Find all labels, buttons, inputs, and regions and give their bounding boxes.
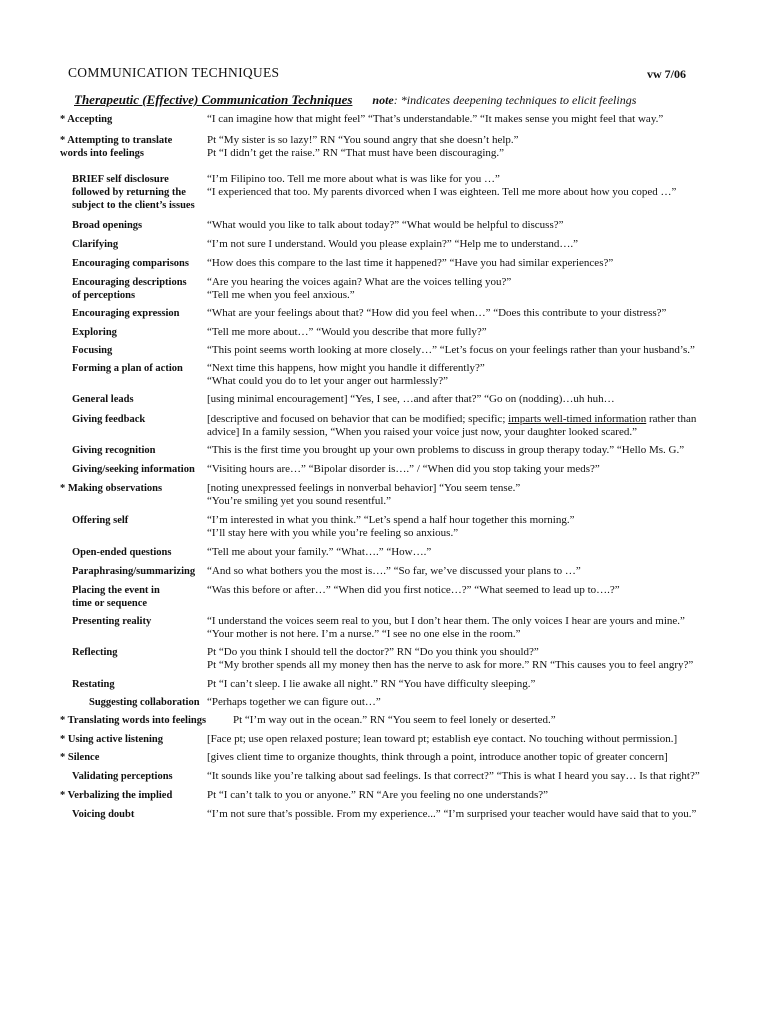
technique-example: “What would you like to talk about today?” “What would be helpful to discuss?” [207,219,564,231]
technique-term: BRIEF self disclosure followed by returning the subject to the client’s issues [72,174,195,211]
version-code: vw 7/06 [647,67,686,81]
technique-term: Encouraging expression [72,308,180,319]
technique-example: “How does this compare to the last time it happened?” “Have you had similar experiences?” [207,257,614,269]
note [372,93,636,107]
technique-term: Encouraging comparisons [72,258,189,269]
technique-term: * Using active listening [60,734,163,745]
technique-term: Broad openings [72,220,143,231]
technique-example: [noting unexpressed feelings in nonverbal behavior] “You seem tense.” “You’re smiling yet you sound resentful.” [207,482,521,507]
technique-example: “Are you hearing the voices again? What are the voices telling you?” “Tell me when you feel anxious.” [207,276,512,301]
technique-example: “This is the first time you brought up your own problems to discuss in group therapy today.” “Hello Ms. G.” [207,444,685,456]
technique-example: “Tell me about your family.” “What….” “How….” [207,546,432,558]
technique-term: Giving recognition [72,445,156,456]
technique-term: Encouraging descriptions of perceptions [72,277,187,301]
technique-example: “Perhaps together we can figure out…” [207,696,381,708]
technique-term: Paraphrasing/summarizing [72,566,196,577]
technique-term: Giving/seeking information [72,464,195,475]
technique-term: Voicing doubt [72,809,135,820]
example-underlined-text: imparts well-timed information [508,413,647,425]
technique-example: Pt “I can’t sleep. I lie awake all night.” RN “You have difficulty sleeping.” [207,678,536,690]
technique-example: “Tell me more about…” “Would you describe that more fully?” [207,326,487,338]
technique-term: General leads [72,394,134,405]
technique-term: Open-ended questions [72,547,172,558]
note-label: note [372,93,394,107]
technique-example [207,413,727,439]
example-text: [descriptive and focused on behavior that can be modified; specific; [207,413,509,425]
technique-term: Offering self [72,515,129,526]
technique-example: [using minimal encouragement] “Yes, I see, …and after that?” “Go on (nodding)…uh huh… [207,393,615,405]
technique-example: “Visiting hours are…” “Bipolar disorder is….” / “When did you stop taking your meds?” [207,463,600,475]
technique-example: “I’m interested in what you think.” “Let’s spend a half hour together this morning.” “I’ll stay here with you while you’re feeling so anxious.” [207,514,575,539]
section-heading [74,91,636,109]
technique-term: Suggesting collaboration [89,697,200,708]
technique-term: Reflecting [72,647,118,658]
technique-term: Placing the event in time or sequence [72,585,160,609]
technique-term: * Accepting [60,114,113,125]
technique-term: * Silence [60,752,100,763]
technique-example: “I’m not sure I understand. Would you please explain?” “Help me to understand….” [207,238,578,250]
technique-term: Validating perceptions [72,771,173,782]
technique-term: Focusing [72,345,113,356]
technique-term: Restating [72,679,115,690]
technique-example: “This point seems worth looking at more closely…” “Let’s focus on your feelings rather than your husband’s.” [207,344,695,356]
technique-example: “What are your feelings about that? “How did you feel when…” “Does this contribute to your distress?” [207,307,667,319]
technique-example: Pt “My sister is so lazy!” RN “You sound angry that she doesn’t help.” Pt “I didn’t get the raise.” RN “That must have been discouraging.” [207,134,519,159]
technique-term: Giving feedback [72,414,146,425]
technique-term: * Attempting to translate words into feelings [60,135,173,159]
technique-example: “I’m not sure that’s possible. From my experience...” “I’m surprised your teacher would have said that to you.” [207,808,697,820]
technique-example: “It sounds like you’re talking about sad feelings. Is that correct?” “This is what I heard you say… Is that right?” [207,770,700,782]
page-title: COMMUNICATION TECHNIQUES [68,65,280,80]
technique-example: Pt “I can’t talk to you or anyone.” RN “Are you feeling no one understands?” [207,789,548,801]
technique-example: “I understand the voices seem real to you, but I don’t hear them. The only voices I hear are yours and mine.” “Your mother is not here. I’m a nurse.” “I see no one else in the room.” [207,615,685,640]
technique-term: * Verbalizing the implied [60,790,173,801]
technique-term: Presenting reality [72,616,152,627]
example-text: rather than advice] In a family session, “When you raised your voice just now, your daughter looked scared.” [207,413,697,438]
technique-example: Pt “Do you think I should tell the doctor?” RN “Do you think you should?” Pt “My brother spends all my money then has the nerve to ask for more.” RN “This causes you to feel angry?” [207,646,694,671]
technique-term: Forming a plan of action [72,363,183,374]
technique-term: Exploring [72,327,117,338]
technique-example: “I’m Filipino too. Tell me more about what is was like for you …” “I experienced that too. My parents divorced when I was eighteen. Tell me more about how you coped …” [207,173,677,198]
technique-example: [gives client time to organize thoughts, think through a point, introduce another topic of greater concern] [207,751,668,763]
technique-example: [Face pt; use open relaxed posture; lean toward pt; establish eye contact. No touching without permission.] [207,733,678,745]
technique-term: * Making observations [60,483,163,494]
technique-example: Pt “I’m way out in the ocean.” RN “You seem to feel lonely or deserted.” [233,714,556,726]
section-title: Therapeutic (Effective) Communication Techniques [74,92,353,107]
note-text: : *indicates deepening techniques to elicit feelings [393,93,637,107]
technique-example: “I can imagine how that might feel” “That’s understandable.” “It makes sense you might feel that way.” [207,113,664,125]
technique-term: * Translating words into feelings [60,715,207,726]
technique-example: “Next time this happens, how might you handle it differently?” “What could you do to let your anger out harmlessly?” [207,362,485,387]
technique-example: “And so what bothers you the most is….” “So far, we’ve discussed your plans to …” [207,565,581,577]
technique-example: “Was this before or after…” “When did you first notice…?” “What seemed to lead up to….?” [207,584,620,596]
technique-term: Clarifying [72,239,119,250]
